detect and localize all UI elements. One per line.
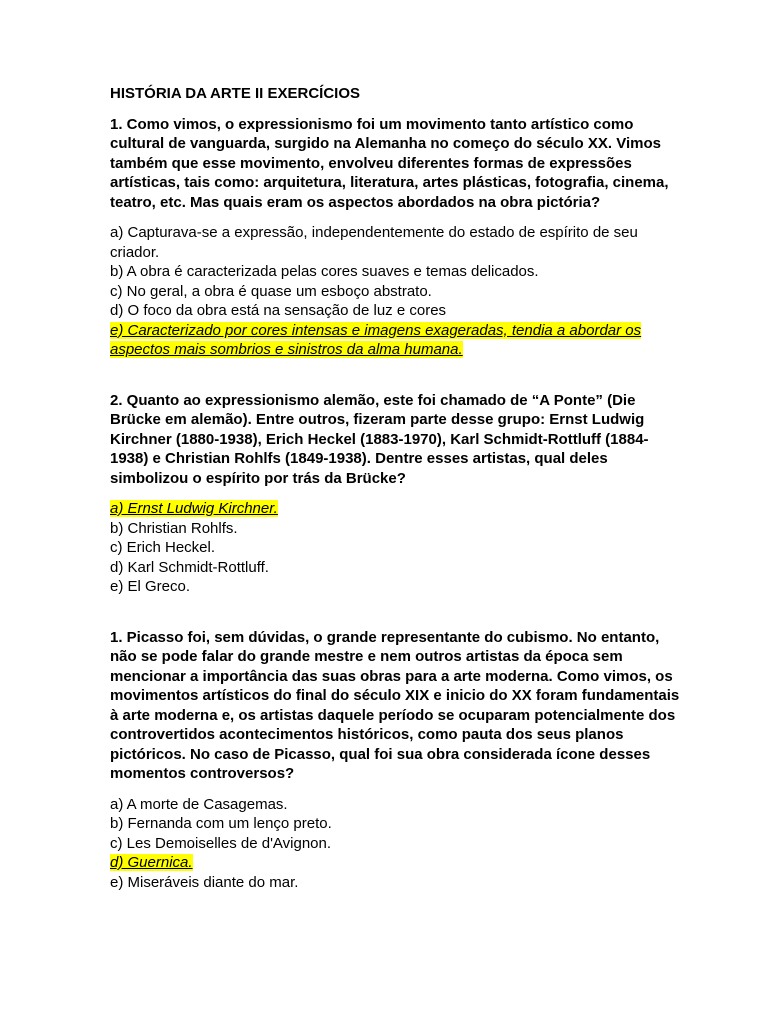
option-b: b) A obra é caracterizada pelas cores suaves e temas delicados.	[110, 263, 539, 280]
question-prompt: 1. Picasso foi, sem dúvidas, o grande representante do cubismo. No entanto, não se pode falar do grande mestre e nem outros artistas da época sem mencionar a importância das suas obras para a arte moderna. Como vimos, os movimentos artísticos do final do século XIX e inicio do XX foram fundamentais à arte moderna e, os artistas daquele período se ocuparam potencialmente dos controvertidos acontecimentos históricos, como pauta dos seus planos pictóricos. No caso de Picasso, qual foi sua obra considerada ícone desses momentos controversos?	[110, 628, 680, 782]
answer-highlight: a) Ernst Ludwig Kirchner.	[110, 500, 278, 517]
option-d: d) O foco da obra está na sensação de luz e cores	[110, 302, 447, 319]
option-a: a) A morte de Casagemas.	[110, 795, 288, 813]
option-d: d) Karl Schmidt-Rottluff.	[110, 558, 269, 576]
question-prompt: 2. Quanto ao expressionismo alemão, este foi chamado de “A Ponte” (Die Brücke em alemão). Entre outros, fizeram parte desse grupo: Ernst Ludwig Kirchner (1880-1938), Erich Heckel (1883-1970), Karl Schmidt-Rottluff (1884-1938) e Christian Rohlfs (1849-1938). Dentre esses artistas, qual deles simbolizou o espírito por trás da Brücke?	[110, 391, 649, 487]
option-e: e) Miseráveis diante do mar.	[110, 873, 299, 891]
option-e-answer	[110, 321, 680, 360]
options-list	[110, 795, 680, 893]
answer-highlight: e) Caracterizado por cores intensas e imagens exageradas, tendia a abordar os aspectos mais sombrios e sinistros da alma humana.	[110, 321, 642, 358]
option-d-answer	[110, 853, 680, 873]
options-list	[110, 223, 680, 360]
question-1	[110, 115, 680, 360]
option-a: a) Capturava-se a expressão, independentemente do estado de espírito de seu criador.	[110, 224, 638, 261]
question-2	[110, 391, 680, 597]
document-title: HISTÓRIA DA ARTE II EXERCÍCIOS	[110, 85, 361, 102]
option-a-answer	[110, 499, 680, 519]
option-c: c) Les Demoiselles de d'Avignon.	[110, 834, 332, 852]
question-3	[110, 628, 680, 893]
options-list	[110, 499, 680, 597]
option-c: c) No geral, a obra é quase um esboço abstrato.	[110, 282, 432, 300]
option-c: c) Erich Heckel.	[110, 539, 216, 556]
document-body	[110, 84, 680, 892]
question-prompt: 1. Como vimos, o expressionismo foi um movimento tanto artístico como cultural de vanguarda, surgido na Alemanha no começo do século XX. Vimos também que esse movimento, envolveu diferentes formas de expressões artísticas, tais como: arquitetura, literatura, artes plásticas, fotografia, cinema, teatro, etc. Mas quais eram os aspectos abordados na obra pictória?	[110, 115, 669, 211]
option-b: b) Fernanda com um lenço preto.	[110, 815, 332, 832]
option-b: b) Christian Rohlfs.	[110, 519, 238, 537]
answer-highlight: d) Guernica.	[110, 854, 193, 871]
option-e: e) El Greco.	[110, 578, 191, 595]
